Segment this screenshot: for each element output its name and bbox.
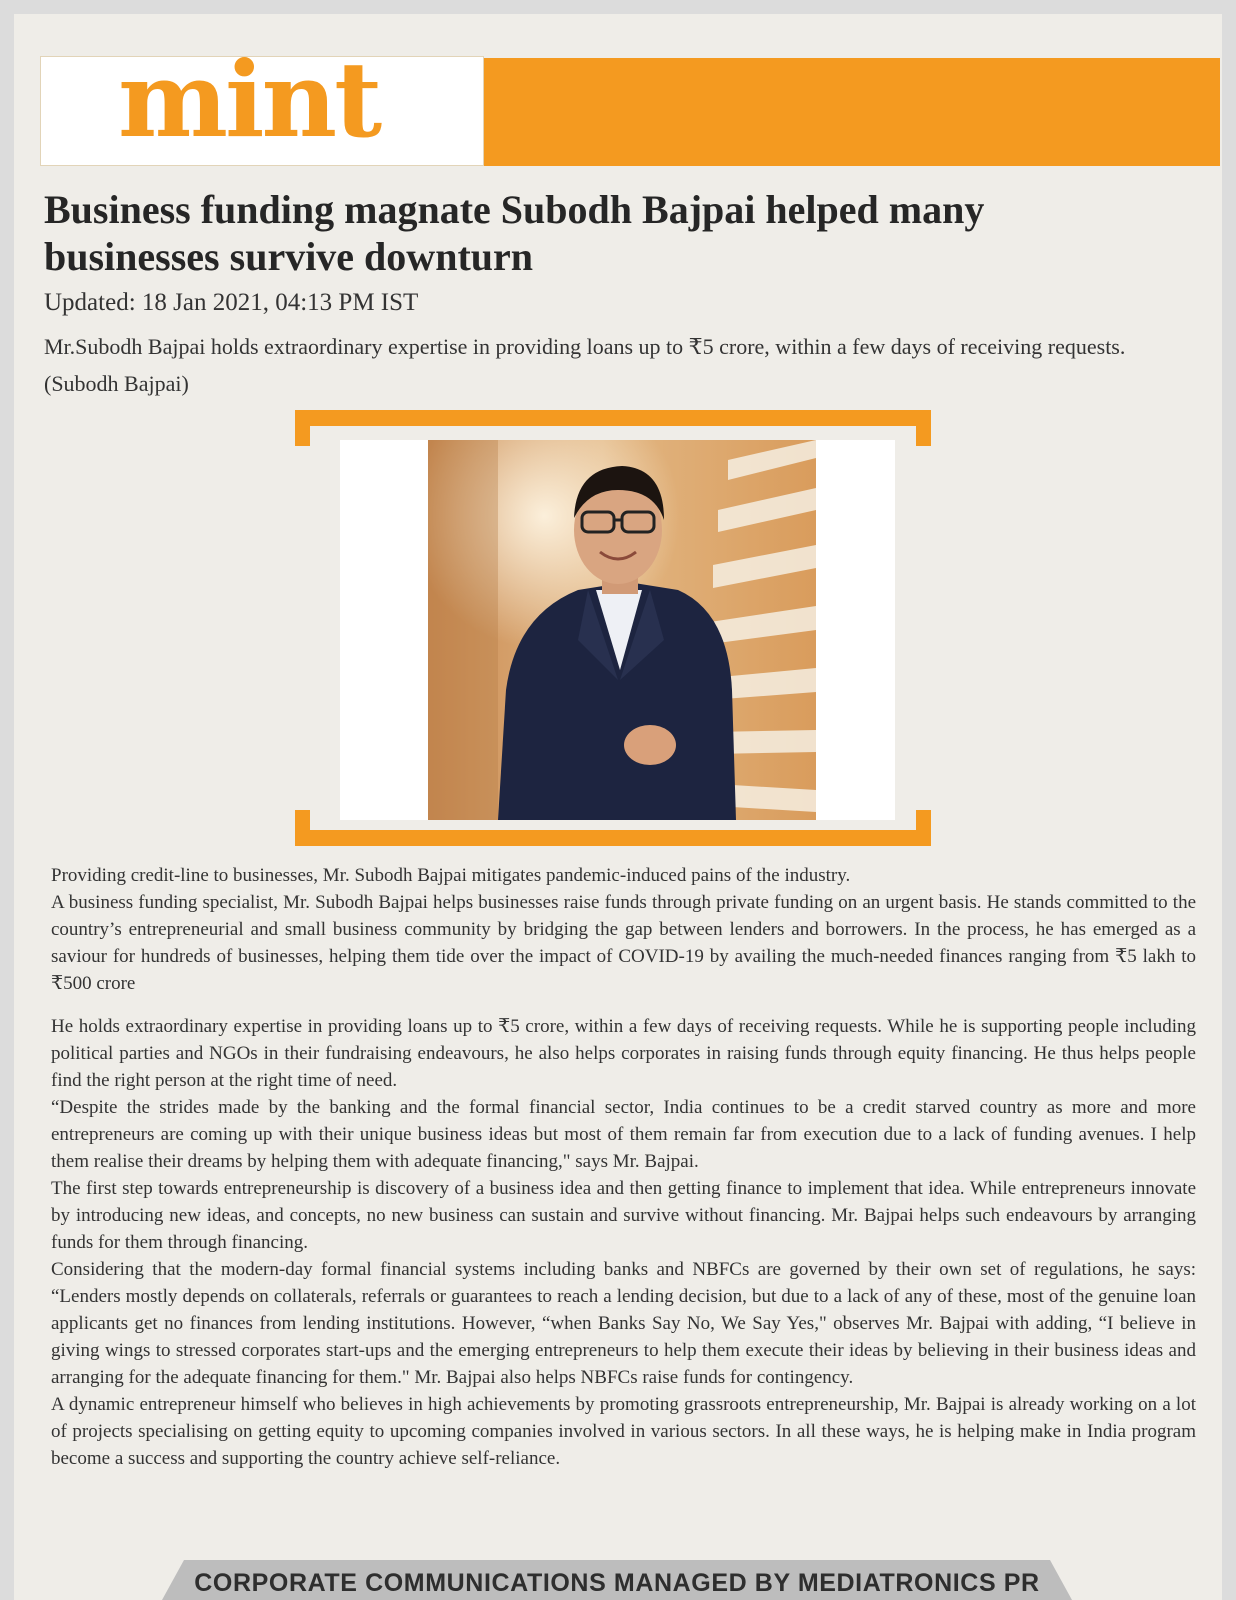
portrait-photo-icon: [428, 440, 816, 820]
body-paragraph: Providing credit-line to businesses, Mr. Subodh Bajpai mitigates pandemic-induced pains of the industry.: [51, 865, 851, 886]
footer-credit: CORPORATE COMMUNICATIONS MANAGED BY MEDIATRONICS PR: [194, 1569, 1040, 1597]
photo-frame-corner: [916, 426, 931, 446]
body-paragraph: Considering that the modern-day formal financial systems including banks and NBFCs are governed by their own set of regulations, he says: “Lenders mostly depends on collaterals, referrals or guarantees to reach a lending decision, but due to a lack of any of these, most of the genuine loan applicants get no finances from lending institutions. However, “when Banks Say No, We Say Yes," observes Mr. Bajpai with adding, “I believe in giving wings to stressed corporates start-ups and the emerging entrepreneurs to help them execute their ideas by believing in their business ideas and arranging for the adequate financing for them." Mr. Bajpai also helps NBFCs raise funds for contingency.: [51, 1259, 1196, 1388]
masthead-bar: [484, 58, 1220, 166]
body-paragraph: A dynamic entrepreneur himself who believes in high achievements by promoting grassroots entrepreneurship, Mr. Bajpai is already working on a lot of projects specialising on getting equity to upcoming companies involved in various sectors. In all these ways, he is helping make in India program become a success and supporting the country achieve self-reliance.: [51, 1394, 1196, 1469]
body-paragraph: The first step towards entrepreneurship is discovery of a business idea and then getting finance to implement that idea. While entrepreneurs innovate by introducing new ideas, and concepts, no new business can sustain and survive without financing. Mr. Bajpai helps such endeavours by arranging funds for them through financing.: [51, 1178, 1196, 1253]
article-body: [51, 862, 1196, 1472]
photo-frame-corner: [295, 810, 310, 830]
body-paragraph: A business funding specialist, Mr. Subodh Bajpai helps businesses raise funds through private funding on an urgent basis. He stands committed to the country’s entrepreneurial and small business community by bridging the gap between lenders and borrowers. In the process, he has emerged as a saviour for hundreds of businesses, helping them tide over the impact of COVID-19 by availing the much-needed finances ranging from ₹5 lakh to ₹500 crore: [51, 892, 1196, 994]
article-headline: Business funding magnate Subodh Bajpai helped many businesses survive downturn: [44, 187, 985, 279]
photo-frame-bottom: [295, 830, 931, 846]
body-paragraph: “Despite the strides made by the banking and the formal financial sector, India continues to be a credit starved country as more and more entrepreneurs are coming up with their unique business ideas but most of them remain far from execution due to a lack of funding avenues. I help them realise their dreams by helping them with adequate financing," says Mr. Bajpai.: [51, 1097, 1196, 1172]
mint-logo: mint: [118, 38, 380, 161]
article-standfirst: Mr.Subodh Bajpai holds extraordinary expertise in providing loans up to ₹5 crore, within a few days of receiving requests. (Subodh Bajpai): [44, 334, 1126, 396]
photo-frame-corner: [295, 426, 310, 446]
body-paragraph: He holds extraordinary expertise in providing loans up to ₹5 crore, within a few days of receiving requests. While he is supporting people including political parties and NGOs in their fundraising endeavours, he also helps corporates in raising funds through equity financing. He thus helps people find the right person at the right time of need.: [51, 1016, 1196, 1091]
photo-frame-top: [295, 410, 931, 426]
article-updated-date: Updated: 18 Jan 2021, 04:13 PM IST: [44, 289, 419, 316]
photo-frame-corner: [916, 810, 931, 830]
